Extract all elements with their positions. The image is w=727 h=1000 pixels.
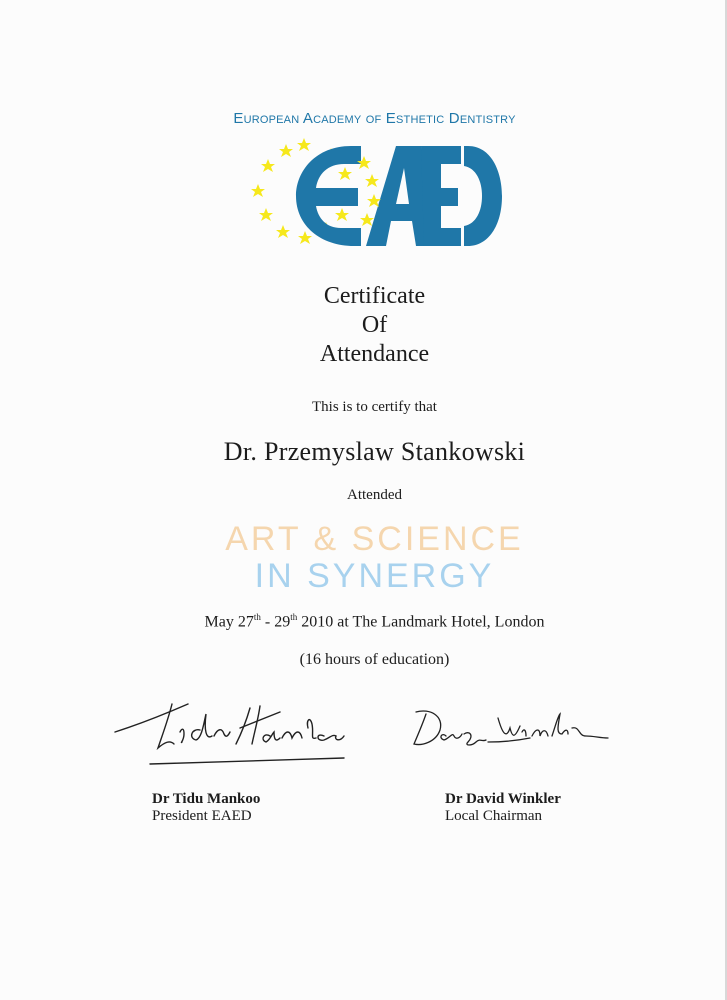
signatory-right-title: Local Chairman [445, 808, 543, 824]
signatory-left-name: Dr Tidu Mankoo [152, 791, 261, 807]
education-hours: (16 hours of education) [299, 651, 450, 668]
attended-text: Attended [347, 487, 402, 503]
event-dates [12, 612, 727, 631]
recipient-name: Dr. Przemyslaw Stankowski [223, 437, 526, 466]
signature-mankoo [110, 692, 350, 770]
certify-text: This is to certify that [312, 399, 437, 415]
title-line-2: Of [361, 312, 388, 338]
eaed-logo [246, 136, 502, 250]
venue-text: 2010 at The Landmark Hotel, London [297, 613, 545, 631]
end-suffix: th [290, 612, 298, 622]
signatory-left [152, 791, 260, 825]
event-title [12, 520, 727, 596]
start-suffix: th [253, 612, 261, 622]
signatory-left-title: President EAED [152, 808, 252, 824]
event-title-line-2: IN SYNERGY [254, 557, 495, 595]
signature-winkler [410, 706, 610, 752]
title-line-1: Certificate [323, 283, 426, 309]
date-separator: - [260, 613, 275, 631]
event-title-line-1: ART & SCIENCE [225, 520, 524, 558]
signatory-right-name: Dr David Winkler [445, 791, 561, 807]
start-day: May 27 [204, 613, 254, 631]
end-day: 29 [274, 613, 291, 631]
title-line-3: Attendance [319, 341, 430, 367]
organization-name: European Academy of Esthetic Dentistry [233, 110, 516, 127]
certificate-title [12, 282, 727, 369]
signatory-right [445, 791, 561, 825]
